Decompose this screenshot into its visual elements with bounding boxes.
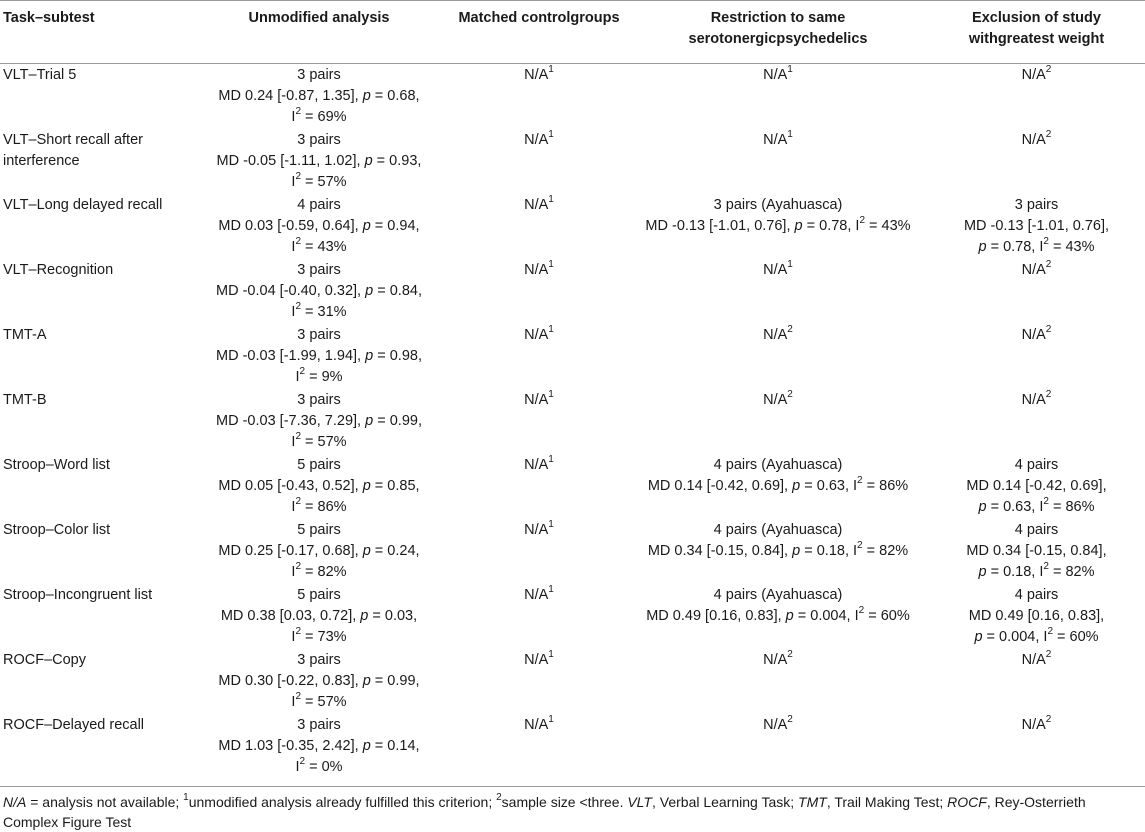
i2-value: = 43% — [1048, 239, 1095, 255]
exclusion-cell — [928, 648, 1145, 713]
pairs-count: 4 pairs — [1014, 457, 1059, 473]
p-symbol: p — [362, 738, 371, 754]
footnote-marker: 2 — [787, 649, 793, 661]
footnote-marker: 1 — [548, 519, 554, 531]
effect-line — [188, 736, 450, 757]
i2-symbol: I — [291, 629, 296, 645]
restriction-cell — [628, 713, 928, 778]
i2-superscript: 2 — [295, 301, 302, 313]
task-name: TMT-A — [3, 327, 47, 343]
pairs-count: 4 pairs (Ayahuasca) — [713, 457, 843, 473]
na-text: N/A — [524, 197, 549, 213]
i2-superscript: 2 — [295, 236, 302, 248]
bottom-rule — [0, 786, 1145, 787]
heterogeneity-line — [188, 497, 450, 518]
p-symbol: p — [365, 348, 374, 364]
col-header-restriction: Restriction to same serotonergicpsychedelics — [688, 10, 868, 47]
i2-value: = 86% — [1048, 499, 1095, 515]
task-cell — [0, 388, 188, 453]
unmodified-cell — [188, 648, 450, 713]
i2-superscript: 2 — [857, 540, 863, 552]
na-text: N/A — [524, 392, 549, 408]
effect-line — [628, 606, 928, 627]
task-cell — [0, 518, 188, 583]
heterogeneity-line — [188, 107, 450, 128]
i2-value: = 60% — [864, 608, 910, 624]
na-text: N/A — [524, 327, 549, 343]
footnote-marker: 1 — [548, 64, 554, 76]
i2-superscript: 2 — [1043, 561, 1049, 573]
task-name: TMT-B — [3, 392, 47, 408]
i2-symbol: I — [295, 759, 300, 775]
exclusion-cell — [928, 323, 1145, 388]
exclusion-cell — [928, 518, 1145, 583]
footnote-marker: 2 — [787, 389, 793, 401]
col-header-exclusion: Exclusion of study withgreatest weight — [968, 10, 1105, 47]
heterogeneity-line — [188, 302, 450, 323]
restriction-cell — [628, 323, 928, 388]
i2-superscript: 2 — [857, 475, 863, 487]
unmodified-cell — [188, 193, 450, 258]
exclusion-cell — [928, 453, 1145, 518]
mean-difference: MD 0.24 [-0.87, 1.35], — [218, 88, 363, 104]
p-value: = 0.84, — [373, 283, 422, 299]
footnote-marker: 2 — [1045, 714, 1052, 726]
table-row — [0, 323, 1145, 388]
i2-superscript: 2 — [295, 106, 302, 118]
p-value: = 0.14, — [370, 738, 420, 754]
matched-cell — [450, 63, 628, 128]
p-value: = 0.78, I — [802, 218, 860, 234]
footnote-marker: 2 — [787, 324, 793, 336]
footnote-marker: 1 — [787, 129, 793, 141]
i2-superscript: 2 — [295, 431, 302, 443]
pairs-count: 3 pairs — [297, 67, 341, 83]
table-row — [0, 63, 1145, 128]
restriction-cell — [628, 388, 928, 453]
p-value: = 0.99, — [373, 413, 422, 429]
p-value: = 0.24, — [370, 543, 420, 559]
i2-superscript: 2 — [1043, 236, 1049, 248]
mean-difference: MD 0.49 [0.16, 0.83], — [646, 608, 786, 624]
task-name: Stroop–Color list — [3, 522, 111, 538]
pairs-count: 4 pairs (Ayahuasca) — [713, 587, 843, 603]
task-cell — [0, 63, 188, 128]
footnote-marker: 1 — [548, 389, 554, 401]
p-symbol: p — [364, 153, 373, 169]
task-name: ROCF–Copy — [3, 652, 86, 668]
task-name: VLT–Recognition — [3, 262, 114, 278]
na-text: N/A — [524, 522, 549, 538]
i2-value: = 82% — [862, 543, 909, 559]
pairs-count: 3 pairs — [297, 327, 341, 343]
i2-value: = 82% — [1048, 564, 1095, 580]
footnote-marker: 1 — [548, 454, 554, 466]
na-text: N/A — [1021, 652, 1046, 668]
i2-symbol: I — [291, 564, 296, 580]
task-name: ROCF–Delayed recall — [3, 717, 145, 733]
effect-line — [188, 216, 450, 237]
na-text: N/A — [1021, 392, 1046, 408]
heterogeneity-line — [188, 367, 450, 388]
p-value: = 0.18, I — [800, 543, 858, 559]
i2-value: = 73% — [301, 629, 347, 645]
effect-line — [188, 411, 450, 432]
effect-line — [188, 346, 450, 367]
na-text: N/A — [524, 652, 549, 668]
i2-superscript: 2 — [295, 171, 302, 183]
heterogeneity-line — [188, 432, 450, 453]
table-row — [0, 453, 1145, 518]
i2-superscript: 2 — [295, 561, 302, 573]
restriction-cell — [628, 518, 928, 583]
unmodified-cell — [188, 453, 450, 518]
effect-line — [188, 281, 450, 302]
effect-line — [628, 216, 928, 237]
matched-cell — [450, 453, 628, 518]
mean-difference: MD -0.13 [-1.01, 0.76], — [963, 218, 1110, 234]
heterogeneity-line — [188, 237, 450, 258]
table-row — [0, 648, 1145, 713]
p-line — [928, 497, 1145, 518]
exclusion-cell — [928, 128, 1145, 193]
heterogeneity-line — [188, 562, 450, 583]
effect-line — [188, 476, 450, 497]
mean-difference: MD 0.25 [-0.17, 0.68], — [218, 543, 363, 559]
mean-difference: MD 0.05 [-0.43, 0.52], — [218, 478, 363, 494]
p-value: = 0.004, I — [982, 629, 1048, 645]
pairs-count: 3 pairs — [297, 132, 341, 148]
exclusion-cell — [928, 193, 1145, 258]
heterogeneity-line — [188, 757, 450, 778]
i2-value: = 57% — [301, 694, 347, 710]
i2-value: = 57% — [301, 174, 347, 190]
p-value: = 0.85, — [370, 478, 420, 494]
matched-cell — [450, 323, 628, 388]
i2-superscript: 2 — [295, 691, 302, 703]
unmodified-cell — [188, 388, 450, 453]
mean-difference: MD -0.13 [-1.01, 0.76], — [645, 218, 795, 234]
p-symbol: p — [785, 608, 794, 624]
p-symbol: p — [365, 283, 374, 299]
i2-value: = 0% — [305, 759, 343, 775]
footnote-marker: 1 — [787, 64, 793, 76]
effect-line — [188, 86, 450, 107]
i2-symbol: I — [291, 499, 296, 515]
unmodified-cell — [188, 63, 450, 128]
matched-cell — [450, 713, 628, 778]
table-row — [0, 193, 1145, 258]
mean-difference: MD -0.05 [-1.11, 1.02], — [216, 153, 365, 169]
task-cell — [0, 648, 188, 713]
exclusion-cell — [928, 63, 1145, 128]
table-row — [0, 518, 1145, 583]
footnote-marker: 2 — [1045, 259, 1052, 271]
mean-difference: MD -0.03 [-1.99, 1.94], — [216, 348, 366, 364]
na-text: N/A — [763, 717, 788, 733]
restriction-cell — [628, 193, 928, 258]
pairs-count: 5 pairs — [297, 522, 341, 538]
i2-superscript: 2 — [858, 605, 865, 617]
i2-value: = 31% — [301, 304, 347, 320]
footnote-marker: 1 — [548, 129, 554, 141]
i2-superscript: 2 — [299, 756, 306, 768]
footnote-marker: 1 — [548, 714, 554, 726]
matched-cell — [450, 388, 628, 453]
na-text: N/A — [1021, 262, 1046, 278]
exclusion-cell — [928, 713, 1145, 778]
restriction-cell — [628, 63, 928, 128]
p-symbol: p — [978, 564, 987, 580]
effect-line — [628, 541, 928, 562]
task-name: Stroop–Incongruent list — [3, 587, 153, 603]
footnote-marker: 2 — [1045, 64, 1052, 76]
i2-superscript: 2 — [299, 366, 306, 378]
task-cell — [0, 453, 188, 518]
p-symbol: p — [978, 499, 987, 515]
mean-difference: MD 0.34 [-0.15, 0.84], — [647, 543, 793, 559]
na-text: N/A — [524, 262, 549, 278]
i2-value: = 57% — [301, 434, 347, 450]
p-symbol: p — [362, 543, 371, 559]
i2-superscript: 2 — [295, 626, 302, 638]
mean-difference: MD 0.30 [-0.22, 0.83], — [218, 673, 363, 689]
restriction-cell — [628, 258, 928, 323]
restriction-cell — [628, 648, 928, 713]
i2-value: = 86% — [862, 478, 909, 494]
i2-symbol: I — [291, 174, 296, 190]
p-value: = 0.78, I — [986, 239, 1044, 255]
i2-value: = 43% — [865, 218, 911, 234]
i2-symbol: I — [295, 369, 300, 385]
na-text: N/A — [763, 327, 788, 343]
unmodified-cell — [188, 258, 450, 323]
pairs-count: 5 pairs — [297, 587, 341, 603]
na-text: N/A — [524, 132, 549, 148]
mean-difference: MD 0.03 [-0.59, 0.64], — [218, 218, 363, 234]
i2-superscript: 2 — [295, 496, 302, 508]
i2-superscript: 2 — [859, 215, 866, 227]
effect-line — [188, 606, 450, 627]
p-symbol: p — [974, 629, 983, 645]
pairs-count: 4 pairs — [1014, 587, 1059, 603]
table-row — [0, 713, 1145, 778]
na-text: N/A — [763, 132, 788, 148]
na-text: N/A — [524, 457, 549, 473]
p-value: = 0.03, — [368, 608, 418, 624]
p-symbol: p — [362, 478, 371, 494]
mean-difference: MD 0.38 [0.03, 0.72], — [220, 608, 361, 624]
matched-cell — [450, 583, 628, 648]
header-row — [0, 0, 1145, 63]
pairs-count: 3 pairs (Ayahuasca) — [713, 197, 843, 213]
pairs-count: 3 pairs — [1014, 197, 1059, 213]
na-text: N/A — [763, 392, 788, 408]
matched-cell — [450, 518, 628, 583]
pairs-count: 3 pairs — [297, 392, 341, 408]
footnote-marker: 1 — [548, 194, 554, 206]
p-symbol: p — [365, 413, 374, 429]
i2-symbol: I — [291, 239, 296, 255]
footnote-marker: 2 — [1045, 389, 1052, 401]
exclusion-cell — [928, 388, 1145, 453]
restriction-cell — [628, 583, 928, 648]
na-text: N/A — [524, 67, 549, 83]
p-symbol: p — [978, 239, 987, 255]
mean-difference: MD 0.14 [-0.42, 0.69], — [647, 478, 793, 494]
mean-difference: MD 0.14 [-0.42, 0.69], — [966, 478, 1107, 494]
p-symbol: p — [360, 608, 369, 624]
i2-symbol: I — [291, 434, 296, 450]
mean-difference: MD -0.03 [-7.36, 7.29], — [216, 413, 366, 429]
footnote-marker: 1 — [548, 649, 554, 661]
exclusion-cell — [928, 583, 1145, 648]
p-line — [928, 562, 1145, 583]
footnote-marker: 2 — [1045, 129, 1052, 141]
p-value: = 0.98, — [373, 348, 422, 364]
task-cell — [0, 258, 188, 323]
table-row — [0, 388, 1145, 453]
na-text: N/A — [763, 652, 788, 668]
col-header-matched: Matched controlgroups — [458, 10, 620, 26]
p-line — [928, 627, 1145, 648]
restriction-cell — [628, 453, 928, 518]
p-value: = 0.004, I — [793, 608, 859, 624]
unmodified-cell — [188, 713, 450, 778]
heterogeneity-line — [188, 627, 450, 648]
task-name: VLT–Trial 5 — [3, 67, 77, 83]
heterogeneity-line — [188, 172, 450, 193]
effect-line — [188, 151, 450, 172]
table-row — [0, 583, 1145, 648]
effect-line — [628, 476, 928, 497]
matched-cell — [450, 128, 628, 193]
p-line — [928, 237, 1145, 258]
p-symbol: p — [794, 218, 803, 234]
i2-value: = 43% — [301, 239, 347, 255]
pairs-count: 3 pairs — [297, 652, 341, 668]
na-text: N/A — [524, 717, 549, 733]
p-value: = 0.99, — [370, 673, 420, 689]
mean-difference: MD -0.04 [-0.40, 0.32], — [216, 283, 366, 299]
i2-value: = 69% — [301, 109, 347, 125]
na-text: N/A — [763, 67, 788, 83]
unmodified-cell — [188, 323, 450, 388]
pairs-count: 3 pairs — [297, 262, 341, 278]
i2-value: = 9% — [305, 369, 343, 385]
task-cell — [0, 193, 188, 258]
table-row — [0, 258, 1145, 323]
p-symbol: p — [792, 478, 801, 494]
exclusion-cell — [928, 258, 1145, 323]
p-value: = 0.94, — [370, 218, 420, 234]
na-text: N/A — [1021, 717, 1046, 733]
footnote-marker: 1 — [548, 259, 554, 271]
task-cell — [0, 583, 188, 648]
i2-symbol: I — [291, 304, 296, 320]
p-symbol: p — [362, 88, 371, 104]
table-row — [0, 128, 1145, 193]
p-value: = 0.18, I — [986, 564, 1044, 580]
mean-difference: MD 0.34 [-0.15, 0.84], — [966, 543, 1107, 559]
na-text: N/A — [1021, 132, 1046, 148]
i2-value: = 82% — [301, 564, 347, 580]
matched-cell — [450, 193, 628, 258]
na-text: N/A — [763, 262, 788, 278]
effect-line — [188, 541, 450, 562]
na-text: N/A — [1021, 327, 1046, 343]
footnote-marker: 2 — [787, 714, 793, 726]
p-value: = 0.63, I — [986, 499, 1044, 515]
heterogeneity-line — [188, 692, 450, 713]
matched-cell — [450, 648, 628, 713]
p-value: = 0.93, — [372, 153, 422, 169]
col-header-task: Task–subtest — [3, 10, 95, 26]
mean-difference: MD 1.03 [-0.35, 2.42], — [218, 738, 363, 754]
effect-line — [188, 671, 450, 692]
task-name: VLT–Long delayed recall — [3, 197, 163, 213]
pairs-count: 4 pairs (Ayahuasca) — [713, 522, 843, 538]
pairs-count: 4 pairs — [1014, 522, 1059, 538]
p-value: = 0.63, I — [800, 478, 858, 494]
mean-difference: MD 0.49 [0.16, 0.83], — [968, 608, 1105, 624]
task-name: Stroop–Word list — [3, 457, 110, 473]
pairs-count: 4 pairs — [297, 197, 341, 213]
matched-cell — [450, 258, 628, 323]
unmodified-cell — [188, 128, 450, 193]
na-text: N/A — [1021, 67, 1046, 83]
p-symbol: p — [792, 543, 801, 559]
p-value: = 0.68, — [370, 88, 420, 104]
task-name: interference — [3, 153, 80, 169]
footnote-marker: 2 — [1045, 649, 1052, 661]
i2-superscript: 2 — [1043, 496, 1049, 508]
pairs-count: 3 pairs — [297, 717, 341, 733]
task-cell — [0, 713, 188, 778]
footnote-marker: 2 — [1045, 324, 1052, 336]
task-cell — [0, 323, 188, 388]
footnote-marker: 1 — [787, 259, 793, 271]
unmodified-cell — [188, 518, 450, 583]
i2-value: = 86% — [301, 499, 347, 515]
i2-value: = 60% — [1053, 629, 1099, 645]
footnote-marker: 1 — [548, 324, 554, 336]
restriction-cell — [628, 128, 928, 193]
i2-superscript: 2 — [1047, 626, 1053, 638]
table-footnote: N/A = analysis not available; $^1$unmodified analysis already fulfilled this criterion; $^2$sample size <three. VLT, Verbal Learning Task; TMT, Trail Making Test; ROCF, Rey-Osterrieth Complex Figure Test — [3, 792, 1086, 830]
p-symbol: p — [362, 218, 371, 234]
na-text: N/A — [524, 587, 549, 603]
task-cell — [0, 128, 188, 193]
col-header-unmodified: Unmodified analysis — [248, 10, 390, 26]
footnote-marker: 1 — [548, 584, 554, 596]
unmodified-cell — [188, 583, 450, 648]
i2-symbol: I — [291, 109, 296, 125]
pairs-count: 5 pairs — [297, 457, 341, 473]
i2-symbol: I — [291, 694, 296, 710]
task-name: VLT–Short recall after — [3, 132, 143, 148]
p-symbol: p — [362, 673, 371, 689]
